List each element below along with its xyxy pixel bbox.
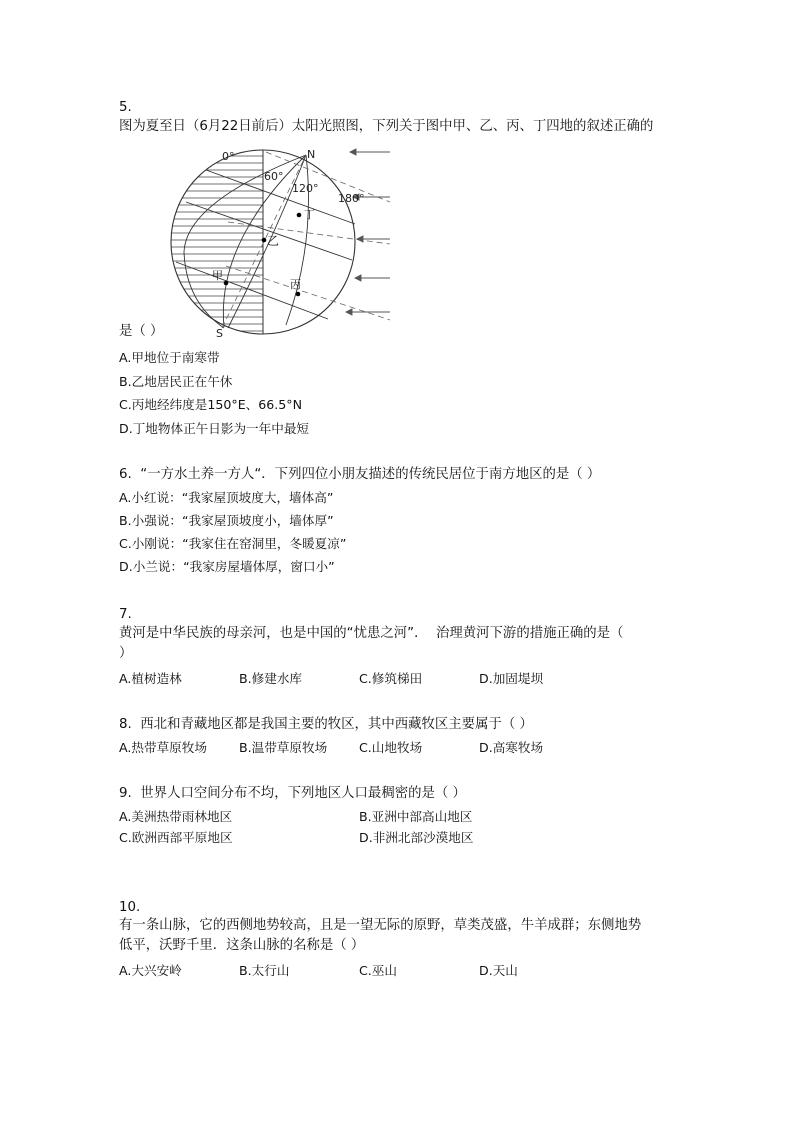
- night-hatching: [166, 156, 263, 331]
- sun-rays: [346, 149, 390, 315]
- q6-option-d: D.小兰说：“我家房屋墙体厚，窗口小”: [119, 559, 335, 574]
- q5-stem: 图为夏至日（6月22日前后）太阳光照图，下列关于图中甲、乙、丙、丁四地的叙述正确的: [119, 119, 654, 134]
- q10-option-b: B.太行山: [239, 963, 290, 978]
- q8-option-d: D.高寒牧场: [479, 740, 544, 755]
- label-bing: 丙: [290, 278, 301, 291]
- label-jia: 甲: [212, 269, 223, 282]
- q8-option-c: C.山地牧场: [359, 740, 423, 755]
- q9-option-d: D.非洲北部沙漠地区: [359, 830, 474, 845]
- q9-option-c: C.欧洲西部平原地区: [119, 830, 233, 845]
- q5-option-d: D.丁地物体正午日影为一年中最短: [119, 421, 310, 436]
- label-north-pole: N: [307, 148, 316, 161]
- q8-stem: 8. 西北和青藏地区都是我国主要的牧区，其中西藏牧区主要属于（ ）: [119, 717, 533, 732]
- q7-option-c: C.修筑梯田: [359, 671, 423, 686]
- q6-option-a: A.小红说：“我家屋顶坡度大，墙体高”: [119, 490, 334, 505]
- q10-option-d: D.天山: [479, 963, 518, 978]
- label-120-degree: 120°: [292, 182, 319, 195]
- q5-option-a: A.甲地位于南寒带: [119, 350, 220, 365]
- q6-option-b: B.小强说：“我家屋顶坡度小，墙体厚”: [119, 513, 334, 528]
- q9-option-a: A.美洲热带雨林地区: [119, 809, 233, 824]
- label-0-degree: 0°: [222, 150, 235, 163]
- q8-option-a: A.热带草原牧场: [119, 740, 207, 755]
- q5-sunlight-diagram: [166, 142, 390, 342]
- q5-option-c: C.丙地经纬度是150°E、66.5°N: [119, 397, 303, 412]
- q7-stem: 黄河是中华民族的母亲河，也是中国的“忧患之河”． 治理黄河下游的措施正确的是（: [119, 626, 624, 641]
- q9-option-b: B.亚洲中部高山地区: [359, 809, 473, 824]
- q9-stem: 9. 世界人口空间分布不均，下列地区人口最稠密的是（ ）: [119, 786, 466, 801]
- q6-option-c: C.小刚说：“我家住在窑洞里，冬暖夏凉”: [119, 536, 347, 551]
- q10-number: 10.: [119, 900, 141, 915]
- q7-option-b: B.修建水库: [239, 671, 303, 686]
- q10-stem-line2: 低平，沃野千里．这条山脉的名称是（ ）: [119, 938, 365, 953]
- q7-option-a: A.植树造林: [119, 671, 182, 686]
- q10-option-c: C.巫山: [359, 963, 397, 978]
- label-yi: 乙: [267, 234, 280, 248]
- label-ding: 丁: [304, 208, 315, 221]
- q7-number: 7.: [119, 607, 132, 622]
- q10-stem: 有一条山脉，它的西侧地势较高，且是一望无际的原野，草类茂盛，牛羊成群；东侧地势: [119, 918, 642, 933]
- q8-option-b: B.温带草原牧场: [239, 740, 328, 755]
- meridians: [184, 155, 309, 328]
- label-60-degree: 60°: [264, 170, 284, 183]
- label-180-degree: 180°: [338, 192, 365, 205]
- q6-stem: 6. “一方水土养一方人“．下列四位小朋友描述的传统民居位于南方地区的是（ ）: [119, 467, 601, 482]
- label-south-pole: S: [216, 327, 223, 340]
- q5-number: 5.: [119, 100, 132, 115]
- q5-stem-end: 是（ ）: [119, 324, 164, 339]
- latitudes: [176, 170, 355, 319]
- q7-option-d: D.加固堤坝: [479, 671, 544, 686]
- q7-stem-end: ）: [119, 646, 133, 661]
- q10-option-a: A.大兴安岭: [119, 963, 182, 978]
- q5-option-b: B.乙地居民正在午休: [119, 374, 233, 389]
